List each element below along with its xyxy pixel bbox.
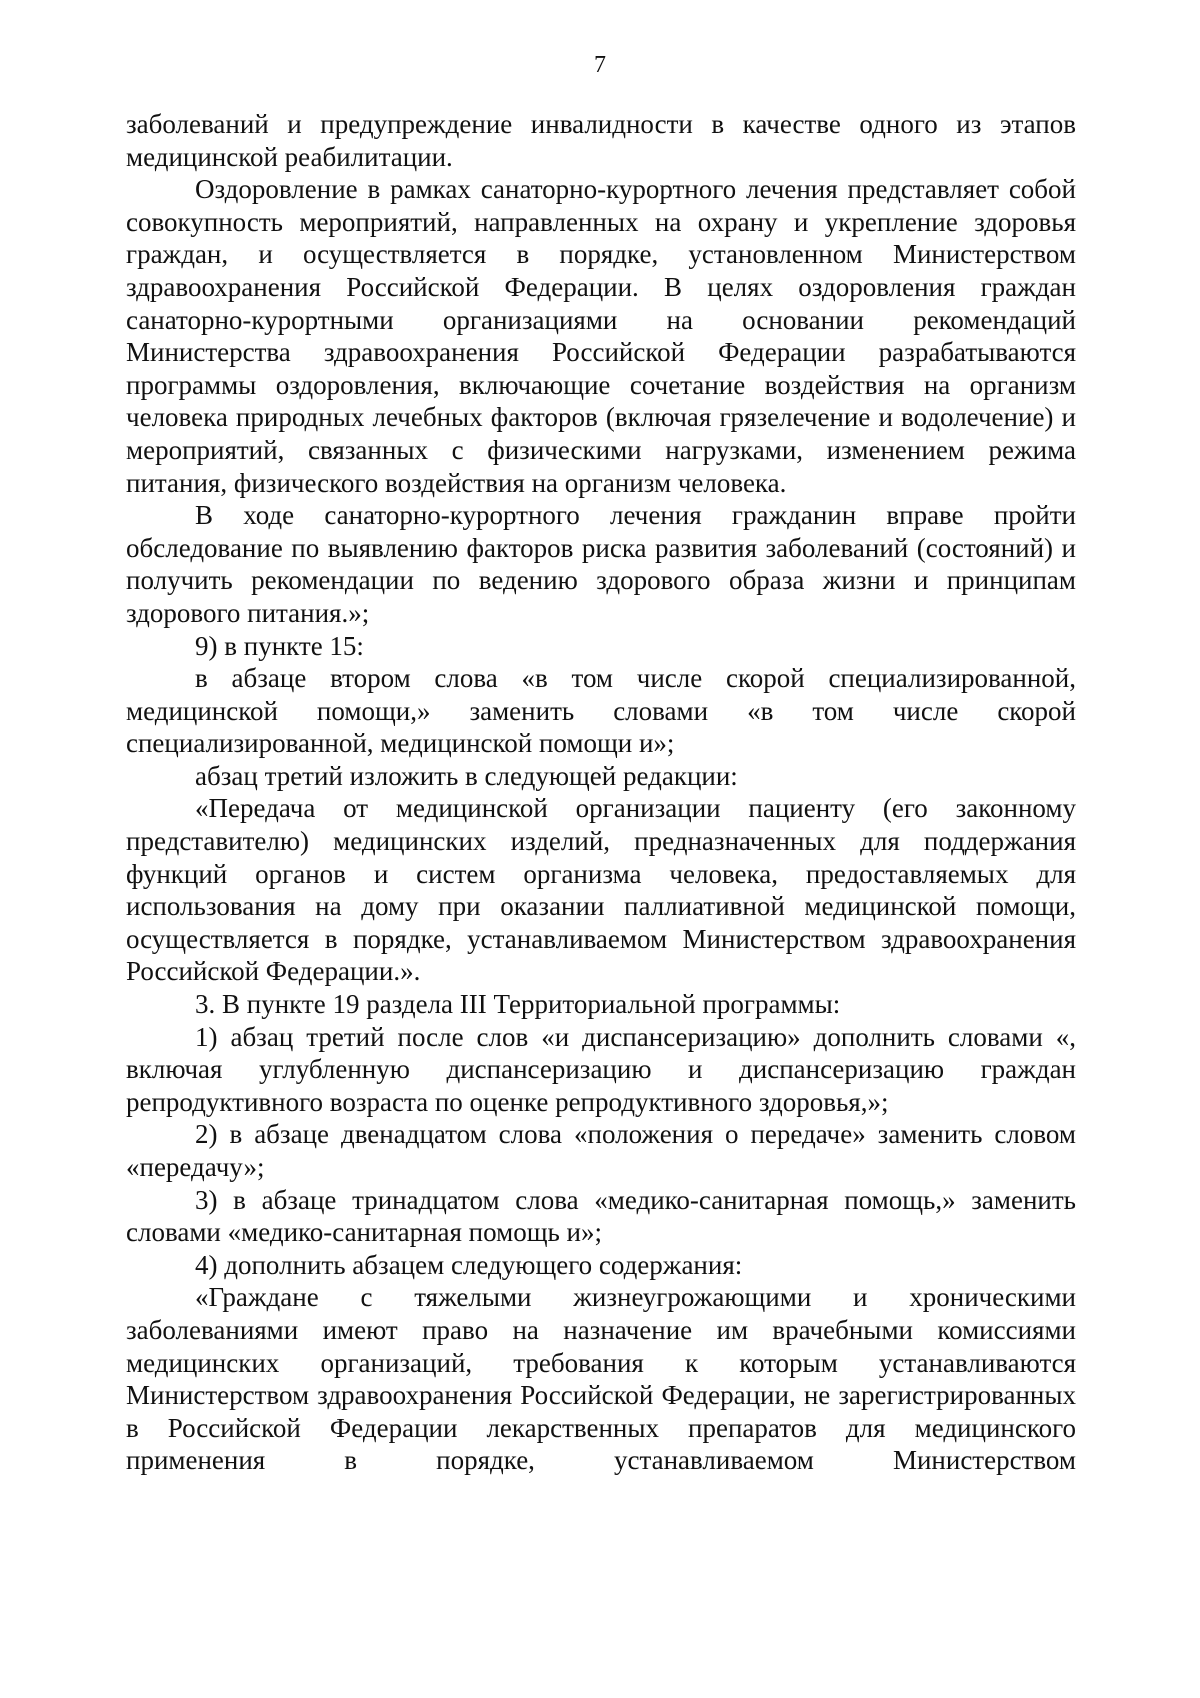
paragraph-1: заболеваний и предупреждение инвалидности в качестве одного из этапов медицинской реабилитации. xyxy=(126,109,1076,172)
paragraph-8: 3. В пункте 19 раздела III Территориальной программы: xyxy=(195,989,841,1020)
paragraph-3: В ходе санаторно-курортного лечения гражданин вправе пройти обследование по выявлению факторов риска развития заболеваний (состояний) и получить рекомендации по ведению здорового образа жизни и принципам здорового питания.»; xyxy=(126,500,1076,628)
paragraph-13: «Граждане с тяжелыми жизнеугрожающими и хроническими заболеваниями имеют право на назначение им врачебными комиссиями медицинских организаций, требования к которым устанавливаются Министерством здравоохранения Российской Федерации, не зарегистрированных в Российской Федерации лекарственных препаратов для медицинского применения в порядке, устанавливаемом Министерством xyxy=(126,1282,1076,1476)
paragraph-6: абзац третий изложить в следующей редакции: xyxy=(195,760,738,791)
paragraph-7: «Передача от медицинской организации пациенту (его законному представителю) медицинских изделий, предназначенных для поддержания функций органов и систем организма человека, предоставляемых для использования на дому при оказании паллиативной медицинской помощи, осуществляется в порядке, устанавливаемом Министерством здравоохранения Российской Федерации.». xyxy=(126,793,1076,987)
paragraph-9: 1) абзац третий после слов «и диспансеризацию» дополнить словами «, включая углубленную диспансеризацию и диспансеризацию граждан репродуктивного возраста по оценке репродуктивного здоровья,»; xyxy=(126,1021,1076,1117)
paragraph-4: 9) в пункте 15: xyxy=(195,630,364,661)
document-body xyxy=(126,108,1076,1477)
paragraph-5: в абзаце втором слова «в том числе скорой специализированной, медицинской помощи,» заменить словами «в том числе скорой специализированной, медицинской помощи и»; xyxy=(126,663,1076,759)
paragraph-11: 3) в абзаце тринадцатом слова «медико-санитарная помощь,» заменить словами «медико-санитарная помощь и»; xyxy=(126,1184,1076,1248)
paragraph-10: 2) в абзаце двенадцатом слова «положения о передаче» заменить словом «передачу»; xyxy=(126,1119,1076,1182)
page-number: 7 xyxy=(594,52,606,78)
paragraph-2: Оздоровление в рамках санаторно-курортного лечения представляет собой совокупность мероприятий, направленных на охрану и укрепление здоровья граждан, и осуществляется в порядке, установленном Министерством здравоохранения Российской Федерации. В целях оздоровления граждан санаторно-курортными организациями на основании рекомендаций Министерства здравоохранения Российской Федерации разрабатываются программы оздоровления, включающие сочетание воздействия на организм человека природных лечебных факторов (включая грязелечение и водолечение) и мероприятий, связанных с физическими нагрузками, изменением режима питания, физического воздействия на организм человека. xyxy=(126,174,1076,498)
paragraph-12: 4) дополнить абзацем следующего содержания: xyxy=(195,1249,743,1280)
